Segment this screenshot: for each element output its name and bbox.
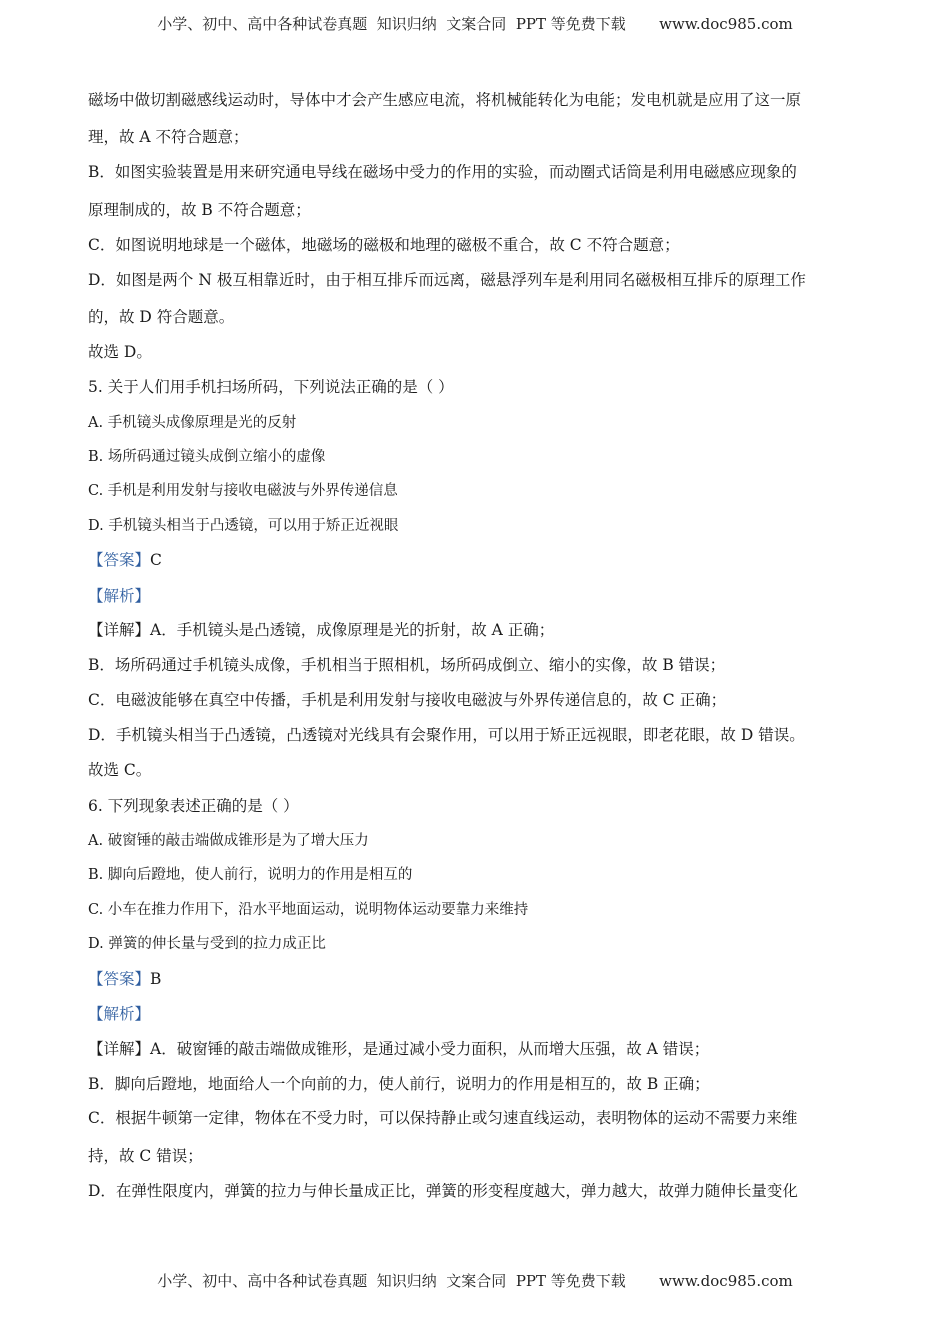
answer-value: B [150,970,162,988]
option: D. 弹簧的伸长量与受到的拉力成正比 [88,936,326,952]
answer-line [88,969,161,989]
text-line: B．如图实验装置是用来研究通电导线在磁场中受力的作用的实验，而动圈式话筒是利用电磁感应现象的 [88,163,797,181]
text-line: D．在弹性限度内，弹簧的拉力与伸长量成正比，弹簧的形变程度越大，弹力越大，故弹力随伸长量变化 [88,1182,798,1200]
text-line: 原理制成的，故 B 不符合题意； [88,201,311,219]
text-line: 的，故 D 符合题意。 [88,308,235,326]
option: D. 手机镜头相当于凸透镜，可以用于矫正近视眼 [88,518,399,534]
question-stem: 6. 下列现象表述正确的是（ ） [88,797,299,815]
page-header: 小学、初中、高中各种试卷真题 知识归纳 文案合同 PPT 等免费下载 www.doc985.com [157,15,793,33]
text-line: 故选 C。 [88,761,152,779]
text-line: 理，故 A 不符合题意； [88,128,249,146]
text-line: B．脚向后蹬地，地面给人一个向前的力，使人前行，说明力的作用是相互的，故 B 正确； [88,1075,710,1093]
option: B. 脚向后蹬地，使人前行，说明力的作用是相互的 [88,867,413,883]
detail-text: A．手机镜头是凸透镜，成像原理是光的折射，故 A 正确； [150,621,555,639]
option: B. 场所码通过镜头成倒立缩小的虚像 [88,449,326,465]
question-stem: 5. 关于人们用手机扫场所码，下列说法正确的是（ ） [88,378,454,396]
option: A. 手机镜头成像原理是光的反射 [88,415,297,431]
answer-label: 【答案】 [88,551,151,569]
detail-text: A．破窗锤的敲击端做成锥形，是通过减小受力面积，从而增大压强，故 A 错误； [150,1040,710,1058]
answer-label: 【答案】 [88,970,151,988]
text-line: D．手机镜头相当于凸透镜，凸透镜对光线具有会聚作用，可以用于矫正远视眼，即老花眼，故 D 错误。 [88,726,805,744]
detail-line [88,620,554,640]
answer-value: C [150,551,162,569]
text-line: D．如图是两个 N 极互相靠近时，由于相互排斥而远离，磁悬浮列车是利用同名磁极相互排斥的原理工作 [88,271,806,289]
detail-label: 【详解】 [88,1040,151,1058]
text-line: 持，故 C 错误； [88,1147,203,1165]
text-line: C．如图说明地球是一个磁体，地磁场的磁极和地理的磁极不重合，故 C 不符合题意； [88,236,680,254]
option: C. 小车在推力作用下，沿水平地面运动，说明物体运动要靠力来维持 [88,902,529,918]
page-footer: 小学、初中、高中各种试卷真题 知识归纳 文案合同 PPT 等免费下载 www.doc985.com [157,1272,793,1290]
analysis-label: 【解析】 [88,587,151,605]
text-line: C．根据牛顿第一定律，物体在不受力时，可以保持静止或匀速直线运动，表明物体的运动不需要力来维 [88,1109,798,1127]
detail-line [88,1039,709,1059]
analysis-label: 【解析】 [88,1005,151,1023]
text-line: B．场所码通过手机镜头成像，手机相当于照相机，场所码成倒立、缩小的实像，故 B 错误； [88,656,726,674]
text-line: C．电磁波能够在真空中传播，手机是利用发射与接收电磁波与外界传递信息的，故 C 正确； [88,691,727,709]
text-line: 磁场中做切割磁感线运动时，导体中才会产生感应电流，将机械能转化为电能；发电机就是应用了这一原 [88,91,802,109]
answer-line [88,550,162,570]
text-line: 故选 D。 [88,343,152,361]
detail-label: 【详解】 [88,621,151,639]
option: C. 手机是利用发射与接收电磁波与外界传递信息 [88,483,398,499]
option: A. 破窗锤的敲击端做成锥形是为了增大压力 [88,833,369,849]
